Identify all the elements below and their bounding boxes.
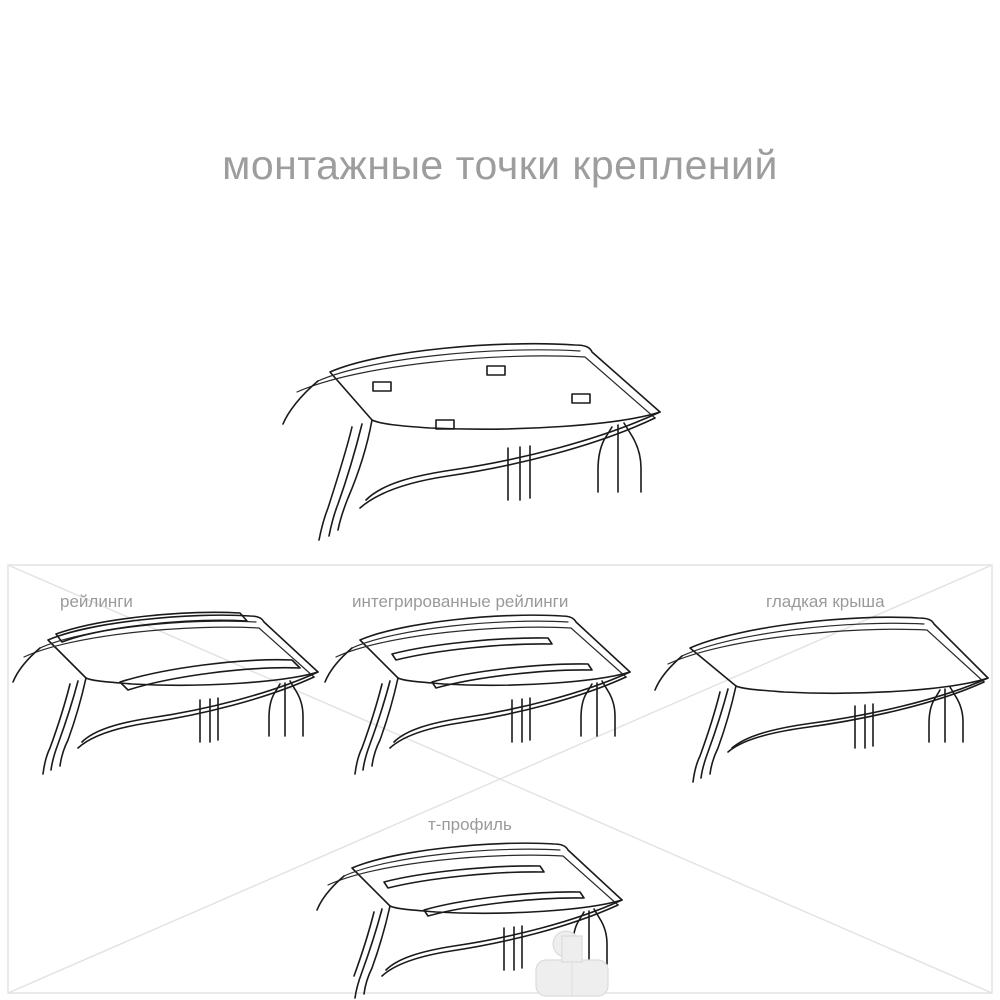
variant-label-t-profile: т-профиль [428, 815, 512, 834]
diagonal-cross-watermark [8, 565, 992, 993]
variant-label-rails: рейлинги [60, 592, 133, 611]
t-profile-cross-section-icon [536, 931, 608, 996]
mounting-point-marks [373, 366, 590, 429]
t-profile-illustration [317, 843, 622, 998]
variant-label-integrated-rails: интегрированные рейлинги [352, 592, 569, 611]
car-roof-with-mounting-points [283, 344, 660, 540]
smooth-roof-illustration [655, 617, 988, 782]
roof-rails-illustration [13, 612, 318, 774]
variant-label-smooth-roof: гладкая крыша [766, 592, 885, 611]
page-title: монтажные точки креплений [222, 142, 778, 188]
integrated-rails-illustration [325, 615, 630, 774]
